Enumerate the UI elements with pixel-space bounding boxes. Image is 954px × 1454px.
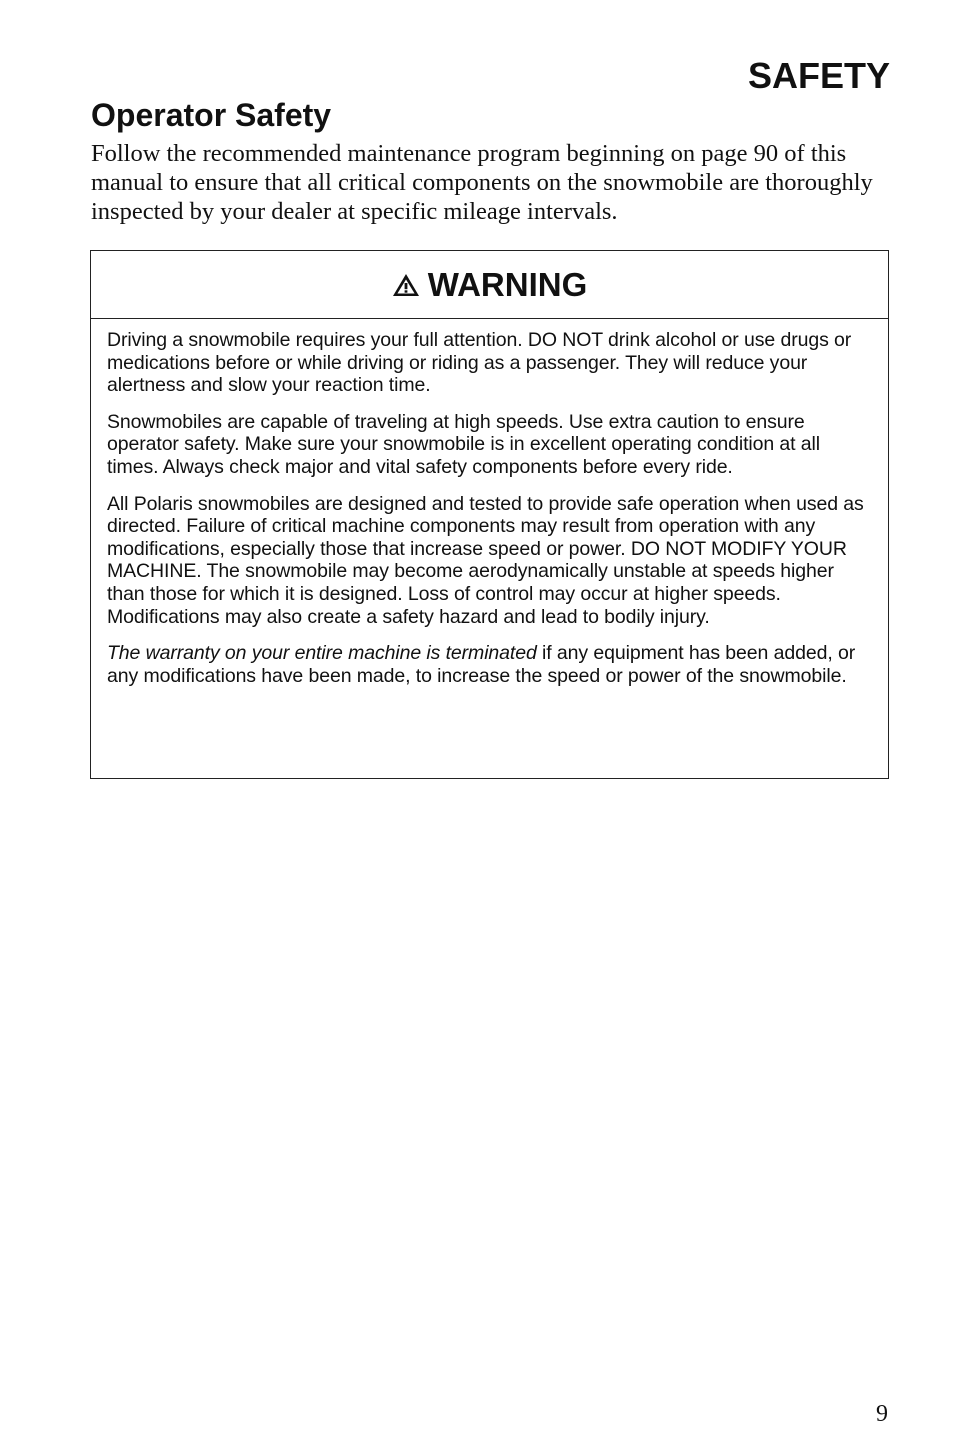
warning-title: WARNING: [427, 265, 588, 303]
warranty-text: if any equipment has been added, or any modifications have been made, to increase the speed or power of the snowmobile.: [107, 642, 856, 687]
warning-paragraph: Snowmobiles are capable of traveling at high speeds. Use extra caution to ensure operator safety. Make sure your snowmobile is in excellent operating condition at all times. Always check major and vital safety components before every ride.: [107, 410, 821, 478]
warranty-paragraph: [107, 642, 872, 687]
section-title: SAFETY: [747, 55, 890, 96]
warning-header: [91, 251, 888, 319]
page-number: 9: [876, 1401, 888, 1427]
warning-body: [91, 319, 888, 687]
warning-paragraph: Driving a snowmobile requires your full attention. DO NOT drink alcohol or use drugs or medications before or while driving or riding as a passenger. They will reduce your alertness and slow your reaction time.: [107, 329, 852, 397]
warning-box: [90, 250, 889, 779]
page-heading: Operator Safety: [91, 97, 332, 133]
warning-triangle-icon: [392, 273, 420, 297]
intro-paragraph: Follow the recommended maintenance program beginning on page 90 of this manual to ensure that all critical components on the snowmobile are thoroughly inspected by your dealer at specific mileage intervals.: [91, 140, 873, 225]
warning-paragraph: All Polaris snowmobiles are designed and tested to provide safe operation when used as directed. Failure of critical machine components may result from operation with any modifications, especially those that increase speed or power. DO NOT MODIFY YOUR MACHINE. The snowmobile may become aerodynamically unstable at speeds higher than those for which it is designed. Loss of control may occur at higher speeds. Modifications may also create a safety hazard and lead to bodily injury.: [107, 492, 864, 628]
warranty-emphasis: The warranty on your entire machine is terminated: [107, 642, 537, 665]
